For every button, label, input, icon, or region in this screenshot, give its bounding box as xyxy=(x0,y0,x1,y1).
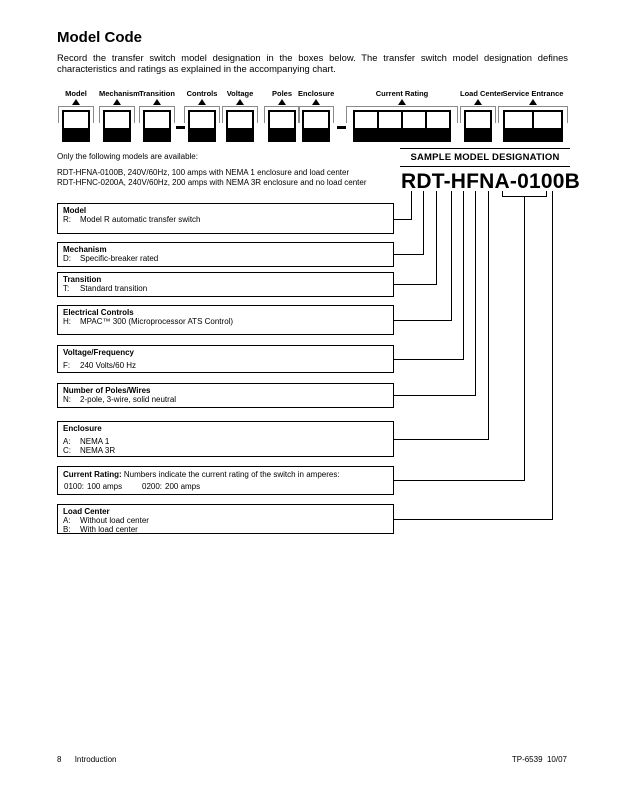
section-title: Voltage/Frequency xyxy=(63,348,134,357)
entry-code: T: xyxy=(63,283,70,293)
diagram-bracket xyxy=(139,106,175,123)
section-title: Current Rating: xyxy=(63,470,122,479)
section-mechanism xyxy=(57,242,394,267)
intro-paragraph: Record the transfer switch model designation in the boxes below. The transfer switch model designation defines characteristics and ratings as explained in the accompanying chart. xyxy=(57,52,568,74)
entry-desc: 200 amps xyxy=(165,481,201,491)
diagram-bracket xyxy=(58,106,94,123)
diagram-bracket xyxy=(346,106,458,123)
diagram-bracket xyxy=(298,106,334,123)
section-title: Number of Poles/Wires xyxy=(63,386,151,395)
designation-box xyxy=(143,110,171,142)
entry-code: B: xyxy=(63,524,71,534)
footer-left xyxy=(57,755,117,764)
diagram-group-label: Load Center xyxy=(460,89,504,98)
diagram-group-label: Mechanism xyxy=(99,89,140,98)
diagram-bracket xyxy=(184,106,220,123)
section-title: Mechanism xyxy=(63,245,107,254)
diagram-group-controls xyxy=(184,90,220,141)
designation-box xyxy=(377,110,403,142)
section-poles-wires xyxy=(57,383,394,408)
entry-code: 0100: xyxy=(64,481,85,491)
sample-model-designation xyxy=(400,148,580,194)
diagram-group-label: Voltage xyxy=(226,89,254,98)
entry-desc: 100 amps xyxy=(87,481,123,491)
diagram-group-label: Controls xyxy=(186,89,218,98)
section-title: Load Center xyxy=(63,507,110,516)
diagram-group-transition xyxy=(139,90,175,141)
entry-desc: With load center xyxy=(80,524,138,534)
entry-desc: NEMA 3R xyxy=(80,445,116,455)
entry-code: C: xyxy=(63,445,71,455)
diagram-group-service-entrance xyxy=(498,90,568,141)
separator-dash xyxy=(337,126,346,129)
section-entry xyxy=(58,447,393,456)
section-electrical-controls xyxy=(57,305,394,335)
up-arrow-icon xyxy=(72,99,80,105)
entry-code: R: xyxy=(63,214,71,224)
diagram-group-label: Model xyxy=(65,89,87,98)
sample-heading: SAMPLE MODEL DESIGNATION xyxy=(410,152,560,163)
designation-box xyxy=(353,110,379,142)
section-entry xyxy=(58,318,393,327)
entry-code: H: xyxy=(63,316,71,326)
entry-code: 0200: xyxy=(142,481,163,491)
designation-box xyxy=(302,110,330,142)
section-model xyxy=(57,203,394,234)
entry-code: N: xyxy=(63,394,71,404)
designation-box xyxy=(268,110,296,142)
designation-box xyxy=(425,110,451,142)
designation-box xyxy=(503,110,534,142)
section-title: Enclosure xyxy=(63,424,102,433)
diagram-bracket xyxy=(264,106,300,123)
up-arrow-icon xyxy=(474,99,482,105)
section-voltage-frequency xyxy=(57,345,394,373)
section-current-rating xyxy=(57,466,394,495)
diagram-bracket xyxy=(460,106,496,123)
diagram-group-mechanism xyxy=(99,89,140,141)
section-title: Electrical Controls xyxy=(63,308,134,317)
section-entry xyxy=(58,480,393,492)
up-arrow-icon xyxy=(278,99,286,105)
diagram-group-label: Current Rating xyxy=(375,89,429,98)
section-transition xyxy=(57,272,394,297)
available-model: RDT-HFNA-0100B, 240V/60Hz, 100 amps with NEMA 1 enclosure and load center xyxy=(57,168,350,177)
up-arrow-icon xyxy=(153,99,161,105)
designation-box xyxy=(401,110,427,142)
diagram-bracket xyxy=(222,106,258,123)
diagram-group-label: Poles xyxy=(271,89,292,98)
section-load-center xyxy=(57,504,394,534)
designation-box xyxy=(62,110,90,142)
designation-box xyxy=(532,110,563,142)
section-entry xyxy=(58,526,393,535)
footer-section: Introduction xyxy=(74,755,117,764)
designation-box xyxy=(226,110,254,142)
section-entry xyxy=(58,434,393,447)
entry-code: A: xyxy=(63,515,71,525)
diagram-group-label: Service Entrance xyxy=(502,89,564,98)
section-entry xyxy=(58,285,393,294)
diagram-group-voltage xyxy=(222,90,258,141)
section-entry xyxy=(58,358,393,371)
entry-code: F: xyxy=(63,360,71,370)
availability-note xyxy=(57,152,366,187)
diagram-group-model xyxy=(58,90,94,141)
entry-desc: Specific-breaker rated xyxy=(80,253,159,263)
up-arrow-icon xyxy=(312,99,320,105)
designation-box xyxy=(103,110,131,142)
section-enclosure xyxy=(57,421,394,457)
page-number: 8 xyxy=(57,755,62,764)
diagram-group-poles xyxy=(264,90,300,141)
up-arrow-icon xyxy=(529,99,537,105)
up-arrow-icon xyxy=(198,99,206,105)
availability-intro: Only the following models are available: xyxy=(57,152,198,161)
section-desc: Numbers indicate the current rating of the switch in amperes: xyxy=(123,470,340,479)
diagram-group-enclosure xyxy=(298,90,334,141)
entry-desc: Without load center xyxy=(80,515,149,525)
entry-desc: 2-pole, 3-wire, solid neutral xyxy=(80,394,177,404)
sample-designation-text: RDT-HFNA-0100B xyxy=(401,170,580,193)
entry-code: D: xyxy=(63,253,71,263)
page-title: Model Code xyxy=(57,29,142,46)
entry-desc: Standard transition xyxy=(80,283,148,293)
designation-box xyxy=(464,110,492,142)
section-entry xyxy=(58,216,393,225)
section-entry xyxy=(58,255,393,264)
diagram-bracket xyxy=(99,106,135,123)
entry-desc: NEMA 1 xyxy=(80,436,110,446)
footer-doc-code: TP-6539 10/07 xyxy=(511,755,567,764)
section-title: Transition xyxy=(63,275,102,284)
entry-desc: 240 Volts/60 Hz xyxy=(80,360,137,370)
entry-desc: Model R automatic transfer switch xyxy=(80,214,201,224)
diagram-group-current-rating xyxy=(346,90,458,141)
designation-box xyxy=(188,110,216,142)
section-title-inline xyxy=(58,467,393,480)
up-arrow-icon xyxy=(398,99,406,105)
entry-desc: MPAC™ 300 (Microprocessor ATS Control) xyxy=(80,316,234,326)
diagram-group-label: Transition xyxy=(139,89,175,98)
up-arrow-icon xyxy=(236,99,244,105)
diagram-group-label: Enclosure xyxy=(298,89,335,98)
section-title: Model xyxy=(63,206,87,215)
available-model: RDT-HFNC-0200A, 240V/60Hz, 200 amps with NEMA 3R enclosure and no load center xyxy=(57,177,367,187)
diagram-group-load-center xyxy=(460,89,504,141)
up-arrow-icon xyxy=(113,99,121,105)
section-entry xyxy=(58,396,393,405)
diagram-bracket xyxy=(498,106,568,123)
entry-code: A: xyxy=(63,436,71,446)
